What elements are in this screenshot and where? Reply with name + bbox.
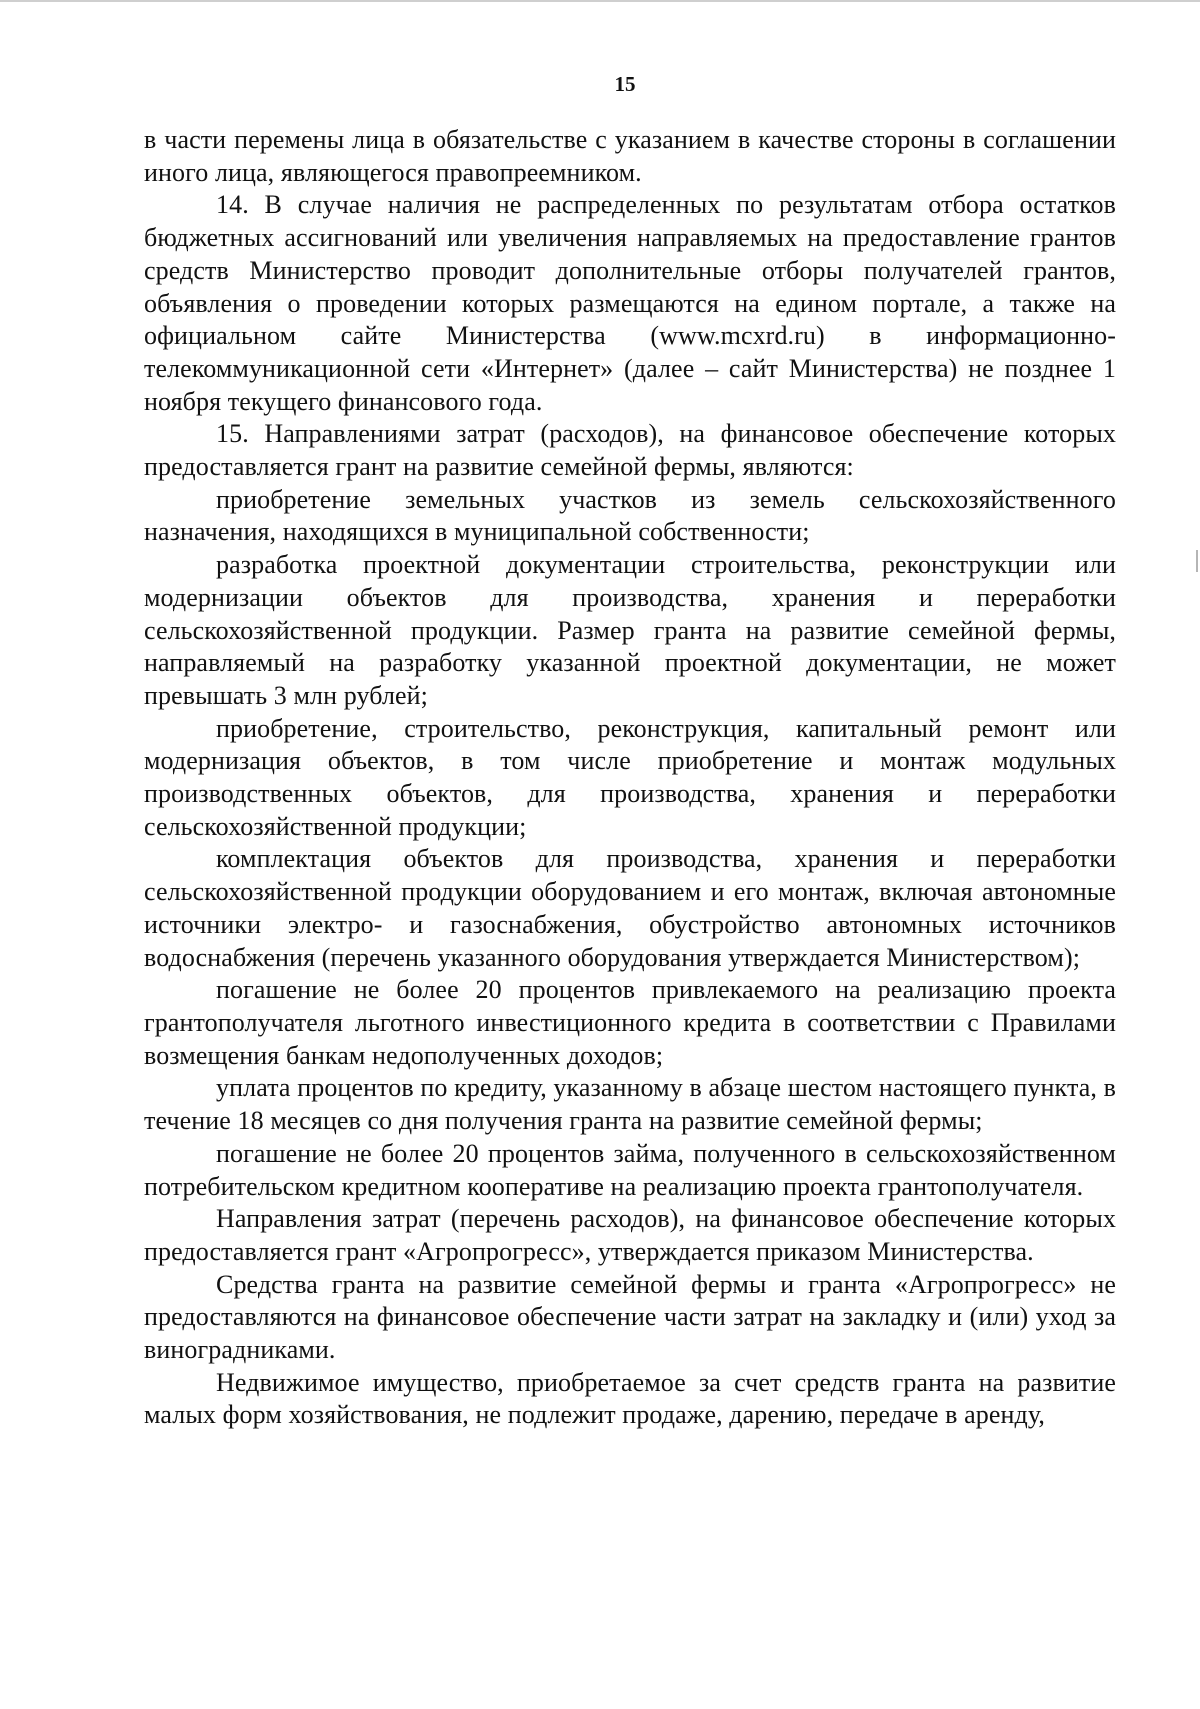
paragraph-item-15: 15. Направлениями затрат (расходов), на финансовое обеспечение которых предоставляется грант на развитие семейной фермы, являются: [144,419,1116,482]
paragraph-vineyards: Средства гранта на развитие семейной фермы и гранта «Агропрогресс» не предоставляются на финансовое обеспечение части затрат на закладку и (или) уход за виноградниками. [144,1269,1116,1365]
paragraph-interest-payment: уплата процентов по кредиту, указанному в абзаце шестом настоящего пункта, в течение 18 месяцев со дня получения гранта на развитие семейной фермы; [144,1073,1116,1136]
paragraph-credit-repayment: погашение не более 20 процентов привлекаемого на реализацию проекта грантополучателя льготного инвестиционного кредита в соответствии с Правилами возмещения банкам недополученных доходов; [144,975,1116,1070]
paragraph-land-purchase: приобретение земельных участков из земель сельскохозяйственного назначения, находящихся в муниципальной собственности; [144,484,1116,547]
paragraph-construction: приобретение, строительство, реконструкция, капитальный ремонт или модернизация объектов, в том числе приобретение и монтаж модульных производственных объектов, для производства, хранения и переработки сельскохозяйственной продукции; [144,713,1116,841]
scan-edge-top [0,0,1200,2]
paragraph-continuation: в части перемены лица в обязательстве с указанием в качестве стороны в соглашении иного лица, являющегося правопреемником. [144,125,1116,187]
page-number: 15 [614,72,636,96]
scan-mark-right [1196,550,1198,572]
paragraph-item-14: 14. В случае наличия не распределенных по результатам отбора остатков бюджетных ассигнований или увеличения направляемых на предоставление грантов средств Министерство проводит дополнительные отборы получателей грантов, объявления о проведении которых размещаются на едином портале, а также на официальном сайте Министерства (www.mcxrd.ru) в информационно-телекоммуникационной сети «Интернет» (далее – сайт Министерства) не позднее 1 ноября текущего финансового года. [144,190,1116,416]
paragraph-real-estate: Недвижимое имущество, приобретаемое за счет средств гранта на развитие малых форм хозяйствования, не подлежит продаже, дарению, передаче в аренду, [144,1367,1116,1430]
paragraph-loan-repayment: погашение не более 20 процентов займа, полученного в сельскохозяйственном потребительском кредитном кооперативе на реализацию проекта грантополучателя. [144,1138,1116,1201]
paragraph-agroprogress-directions: Направления затрат (перечень расходов), на финансовое обеспечение которых предоставляется грант «Агропрогресс», утверждается приказом Министерства. [144,1204,1116,1266]
paragraph-design-documentation: разработка проектной документации строительства, реконструкции или модернизации объектов для производства, хранения и переработки сельскохозяйственной продукции. Размер гранта на развитие семейной фермы, направляемый на разработку указанной проектной документации, не может превышать 3 млн рублей; [144,550,1116,710]
document-body [144,124,1116,1432]
paragraph-equipment: комплектация объектов для производства, хранения и переработки сельскохозяйственной продукции оборудованием и его монтаж, включая автономные источники электро- и газоснабжения, обустройство автономных источников водоснабжения (перечень указанного оборудования утверждается Министерством); [144,844,1116,972]
